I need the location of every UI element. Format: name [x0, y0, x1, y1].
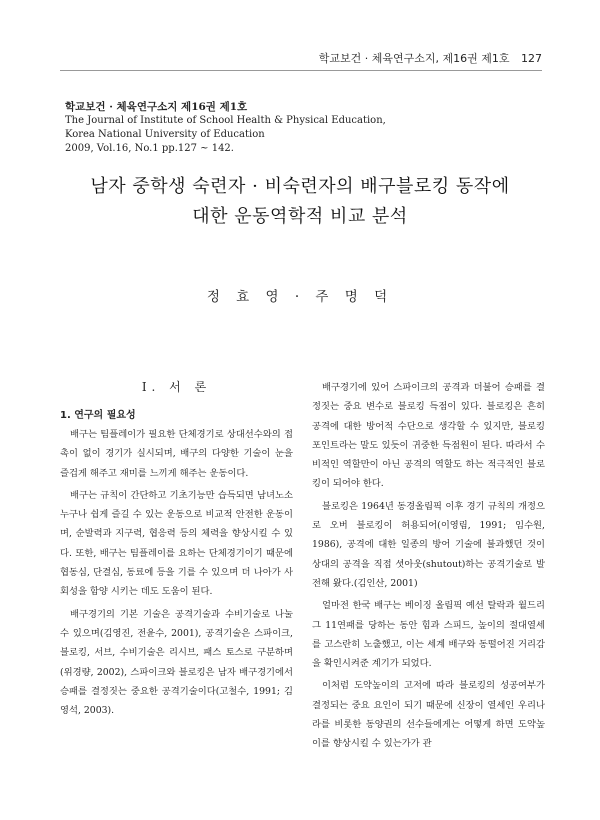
body-paragraph: 배구경기에 있어 스파이크의 공격과 더불어 승패를 결정짓는 중요 변수로 블로킹 득점이 있다. 블로킹은 흔히 공격에 대한 방어적 수단으로 생각할 수 있지만, 블로킹 포인트라는 말도 있듯이 귀중한 득점원이 된다. 따라서 수비적인 역할만이 아닌 공격의 역할도 하는 적극적인 블로킹이 되어야 한다. [312, 382, 545, 490]
section-heading: Ⅰ. 서 론 [141, 380, 212, 394]
running-head [319, 50, 542, 66]
body-paragraph: 블로킹은 1964년 동경올림픽 이후 경기 규칙의 개정으로 오버 블로킹이 허용되어(이영림, 1991; 임수원, 1986), 공격에 대한 일종의 방어 기술에 불과했던 것이 상대의 공격을 직접 셧아웃(shutout)하는 공격기술로 발전해 왔다.(김인산, 2001) [312, 500, 545, 589]
journal-name-korean: 학교보건 · 체육연구소지 제16권 제1호 [65, 101, 248, 113]
subsection-heading: 1. 연구의 필요성 [60, 410, 136, 421]
body-paragraph: 이처럼 도약높이의 고저에 따라 블로킹의 성공여부가 결정되는 중요 요인이 되기 때문에 신장이 열세인 우리나라를 비롯한 동양권의 선수들에게는 어떻게 하면 도약높이를 향상시킬 수 있는가가 관 [312, 680, 545, 750]
title-line-1: 남자 중학생 숙련자 · 비숙련자의 배구블로킹 동작에 [90, 176, 510, 197]
journal-info [65, 100, 386, 156]
right-column [312, 378, 545, 757]
journal-name-english: The Journal of Institute of School Health & Physical Education, [65, 115, 386, 126]
title-line-2: 대한 운동역학적 비교 분석 [192, 206, 408, 227]
article-title [40, 172, 560, 232]
body-paragraph: 얼마전 한국 배구는 베이징 올림픽 예선 탈락과 월드리그 11연패를 당하는 동안 힘과 스피드, 높이의 절대열세를 고스란히 노출했고, 이는 세계 배구와 동떨어진 거리감을 확인시켜준 계기가 되었다. [312, 600, 545, 670]
journal-institution: Korea National University of Education [65, 129, 265, 140]
running-head-journal: 학교보건 · 체육연구소지, 제16권 제1호 [318, 52, 510, 65]
page-number: 127 [521, 52, 542, 65]
body-paragraph: 배구는 규칙이 간단하고 기초기능만 습득되면 남녀노소 누구나 쉽게 즐길 수 있는 운동으로 비교적 안전한 운동이며, 순발력과 지구력, 협응력 등의 체력을 향상시킬 수 있다. 또한, 배구는 팀플레이를 요하는 단체경기이기 때문에 협동심, 단결심, 동료에 등을 기를 수 있으며 더 나아가 사회성을 함양 시키는 데도 도움이 된다. [60, 489, 293, 598]
authors: 정 효 영 · 주 명 덕 [206, 289, 394, 305]
body-paragraph: 배구경기의 기본 기술은 공격기술과 수비기술로 나눌 수 있으며(김영진, 전윤수, 2001), 공격기술은 스파이크, 블로킹, 서브, 수비기술은 리시브, 패스 토스로 구분하며(위경량, 2002), 스파이크와 블로킹은 남자 배구경기에서 승패를 결정짓는 중요한 공격기술이다(고철수, 1991; 김영석, 2003). [60, 608, 293, 717]
left-column [60, 378, 293, 723]
journal-citation: 2009, Vol.16, No.1 pp.127 ~ 142. [65, 143, 234, 154]
header-rule [60, 70, 542, 71]
body-paragraph: 배구는 팀플레이가 필요한 단체경기로 상대선수와의 접촉이 없이 경기가 실시되며, 배구의 다양한 기술이 눈을 즐겁게 해주고 재미를 느끼게 해주는 운동이다. [60, 429, 293, 479]
